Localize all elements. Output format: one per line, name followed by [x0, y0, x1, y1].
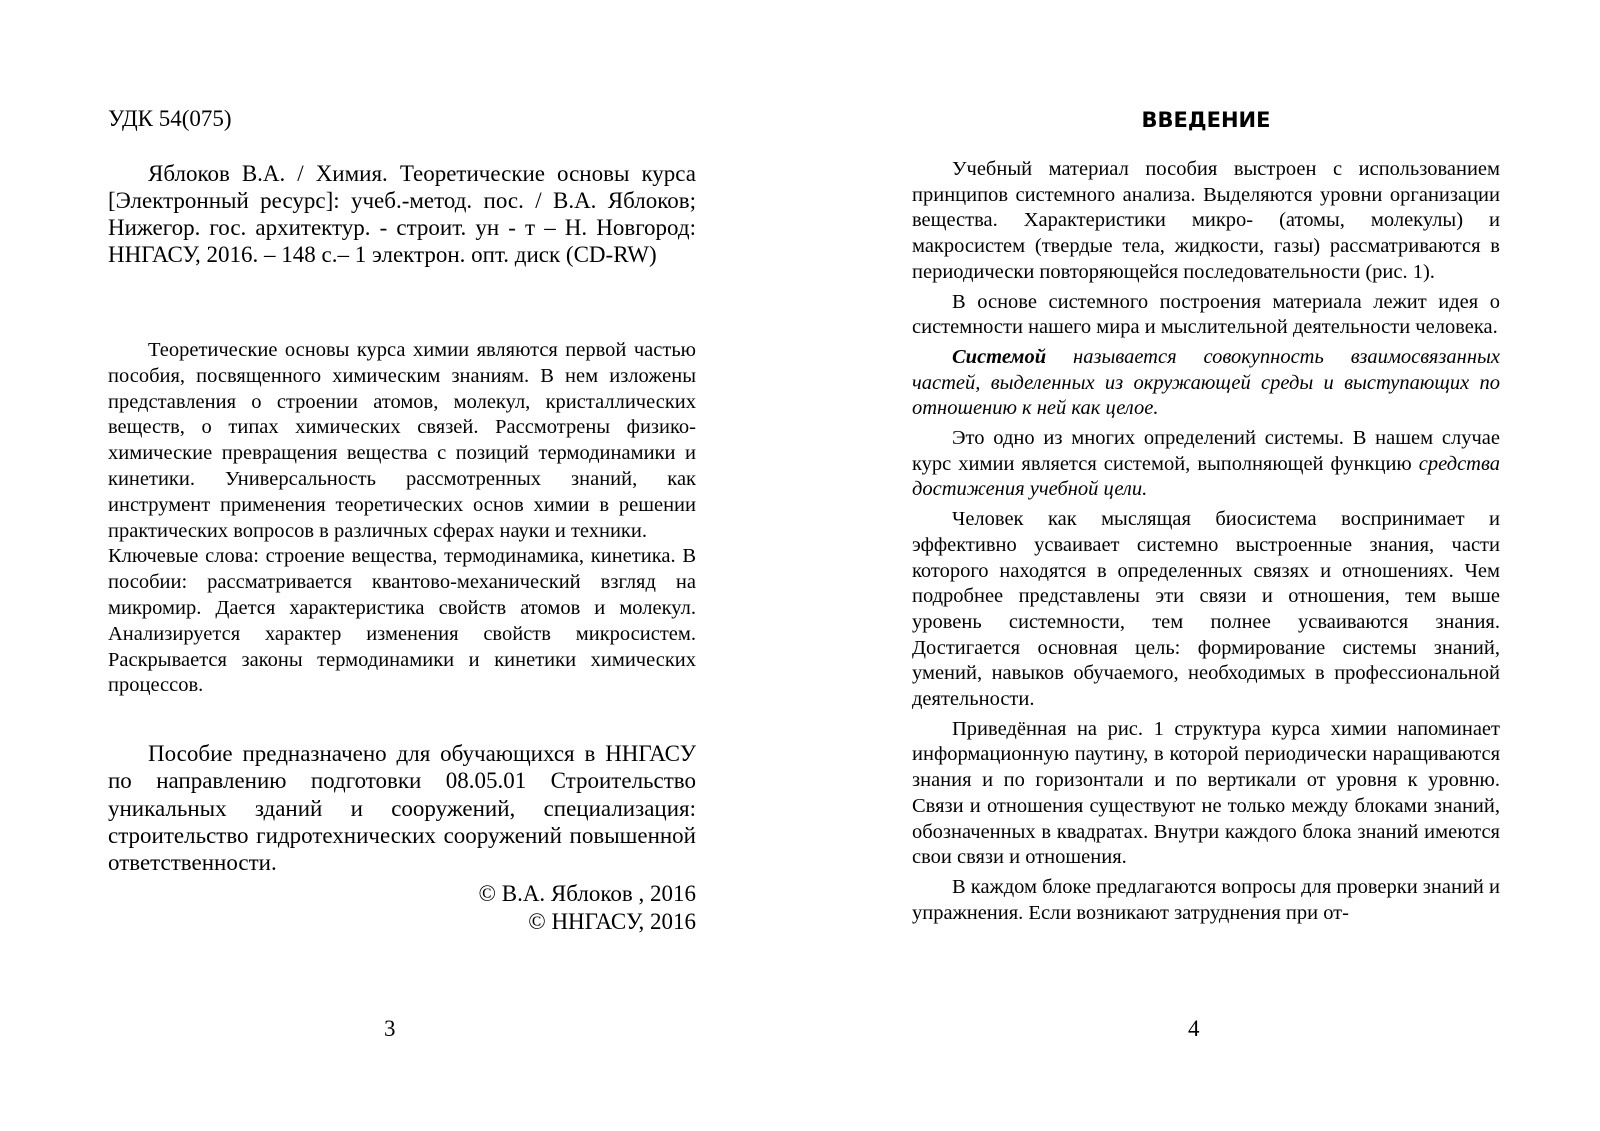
purpose-paragraph: Пособие предназначено для обучающихся в ННГАСУ по направлению подготовки 08.05.01 Строительство уникальных зданий и сооружений, специализация: строительство гидротехнических сооружений повышенной ответственности.: [108, 741, 696, 876]
intro-paragraph-1: Учебный материал пособия выстроен с использованием принципов системного анализа. Выделяются уровни организации вещества. Характеристики микро- (атомы, молекулы) и макросистем (твердые тела, жидкости, газы) рассматриваются в периодически повторяющейся последовательности (рис. 1).: [912, 158, 1500, 283]
abstract: [108, 338, 696, 699]
page-number: 3: [384, 1016, 396, 1041]
page-number: 4: [1188, 1016, 1200, 1041]
paragraph-4-italic: средства достижения учебной цели.: [912, 452, 1500, 501]
section-heading: ВВЕДЕНИЕ: [1141, 108, 1271, 132]
copyright-block: [479, 880, 697, 936]
keywords-paragraph: Ключевые слова: строение вещества, термодинамика, кинетика. В пособии: рассматривается квантово-механический взгляд на микромир. Дается характеристика свойств атомов и молекул. Анализируется характер изменения свойств микросистем. Раскрывается законы термодинамики и кинетики химических процессов.: [108, 545, 696, 697]
introduction-text: [912, 157, 1500, 930]
intro-paragraph-5: Человек как мыслящая биосистема воспринимает и эффективно усваивает системно выстроенные знания, части которого находятся в определенных связях и отношениях. Чем подробнее представлены эти связи и отношения, тем выше уровень системности, тем полнее усваиваются знания. Достигается основная цель: формирование системы знаний, умений, навыков обучаемого, необходимых в профессиональной деятельности.: [912, 508, 1500, 711]
defined-term: Системой: [952, 345, 1047, 368]
intro-paragraph-2: В основе системного построения материала лежит идея о системности нашего мира и мыслительной деятельности человека.: [912, 290, 1500, 339]
intro-paragraph-4: [912, 426, 1500, 503]
right-page: [912, 0, 1500, 1131]
bibliographic-record: Яблоков В.А. / Химия. Теоретические основы курса [Электронный ресурс]: учеб.-метод. пос. / В.А. Яблоков; Нижегор. гос. архитектур. - строит. ун - т – Н. Новгород: ННГАСУ, 2016. – 148 с.– 1 электрон. опт. диск (CD-RW): [108, 161, 696, 267]
intro-paragraph-7: В каждом блоке предлагаются вопросы для проверки знаний и упражнения. Если возникают затруднения при от-: [912, 875, 1500, 924]
udk-code: УДК 54(075): [108, 106, 232, 131]
copyright-org: © ННГАСУ, 2016: [528, 909, 696, 934]
abstract-paragraph: Теоретические основы курса химии являются первой частью пособия, посвященного химическим знаниям. В нем изложены представления о строении атомов, молекул, кристаллических веществ, о типах химических связей. Рассмотрены физико-химические превращения вещества с позиций термодинамики и кинетики. Универсальность рассмотренных знаний, как инструмент применения теоретических основ химии в решении практических вопросов в различных сферах науки и техники.: [108, 339, 696, 542]
left-page: [108, 0, 696, 1131]
definition-text: называется совокупность взаимосвязанных частей, выделенных из окружающей среды и выступающих по отношению к ней как целое.: [912, 345, 1500, 420]
copyright-author: © В.А. Яблоков , 2016: [478, 881, 696, 906]
definition-paragraph: [912, 345, 1500, 422]
intro-paragraph-6: Приведённая на рис. 1 структура курса химии напоминает информационную паутину, в которой периодически наращиваются знания и по горизонтали и по вертикали от уровня к уровню. Связи и отношения существуют не только между блоками знаний, обозначенных в квадратах. Внутри каждого блока знаний имеются свои связи и отношения.: [912, 717, 1500, 869]
paragraph-4-text: Это одно из многих определений системы. В нашем случае курс химии является системой, выполняющей функцию: [912, 427, 1500, 475]
